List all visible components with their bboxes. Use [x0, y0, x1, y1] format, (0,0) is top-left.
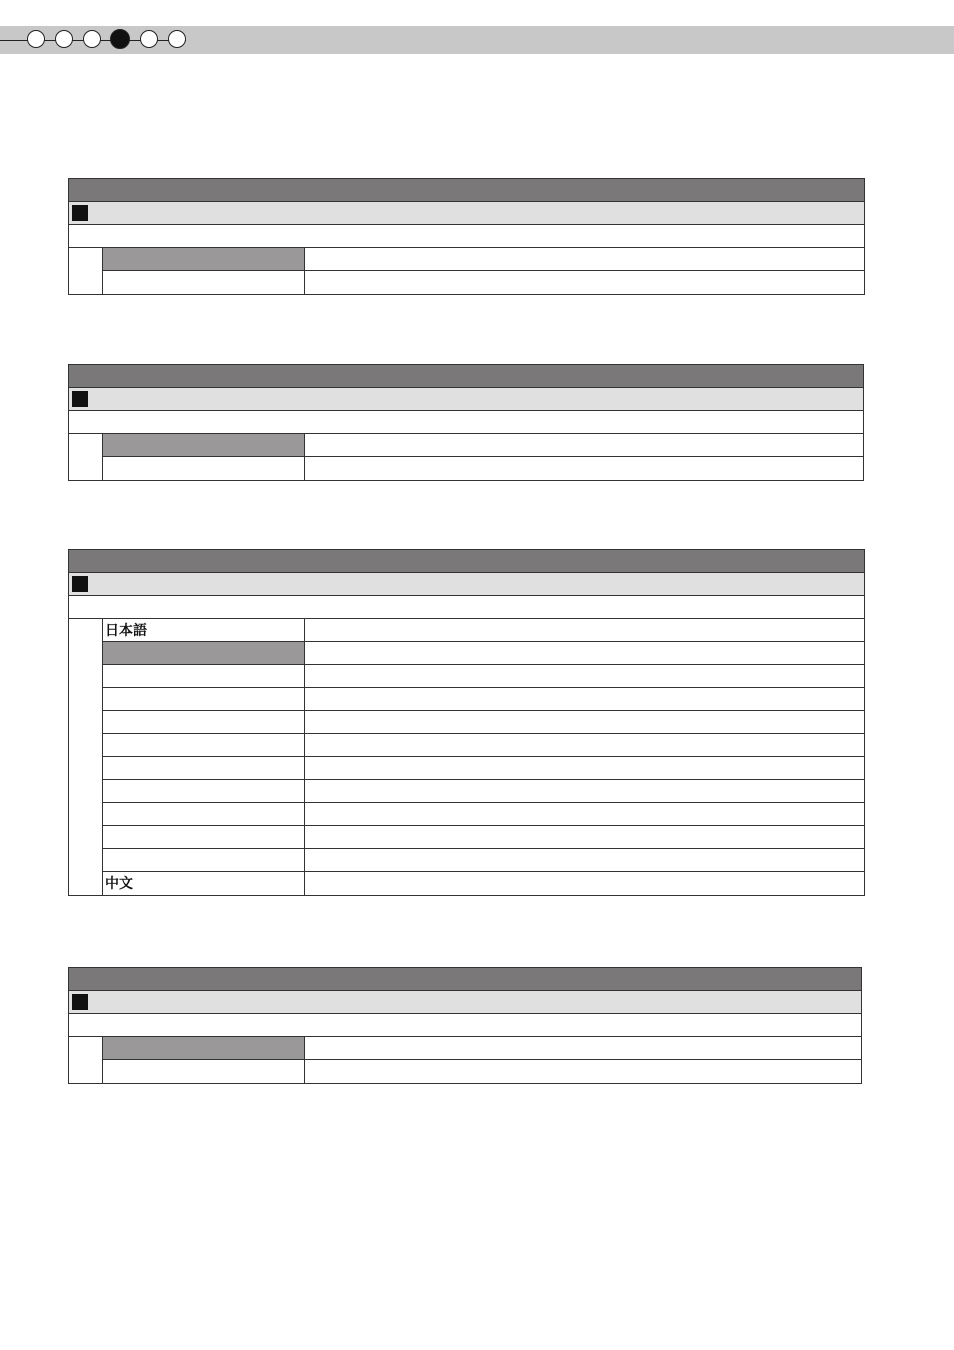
- square-bullet-icon: [72, 576, 88, 592]
- table-description: [69, 225, 864, 248]
- option-description: [305, 711, 864, 733]
- step-6-icon: [168, 30, 186, 48]
- table-gutter: [69, 619, 103, 895]
- option-description: [305, 619, 864, 641]
- option-name: [103, 803, 305, 825]
- table-header: [69, 365, 863, 388]
- table-subheader: [69, 573, 864, 596]
- option-row[interactable]: [103, 688, 864, 711]
- option-description: [305, 803, 864, 825]
- option-description: [305, 849, 864, 871]
- option-name: [103, 457, 305, 480]
- option-description: [305, 780, 864, 802]
- table-gutter: [69, 1037, 103, 1083]
- step-5-icon: [140, 30, 158, 48]
- option-row[interactable]: [103, 619, 864, 642]
- option-name: [103, 757, 305, 779]
- square-bullet-icon: [72, 391, 88, 407]
- setting-table-4: [68, 967, 862, 1084]
- option-row[interactable]: [103, 271, 864, 294]
- option-description: [305, 1037, 861, 1059]
- table-gutter: [69, 248, 103, 294]
- option-row[interactable]: [103, 711, 864, 734]
- option-description: [305, 457, 863, 480]
- option-row[interactable]: [103, 457, 863, 480]
- table-subheader: [69, 202, 864, 225]
- table-header: [69, 550, 864, 573]
- setting-table-1: [68, 178, 865, 295]
- option-row[interactable]: [103, 642, 864, 665]
- option-description: [305, 872, 864, 895]
- option-name: [103, 665, 305, 687]
- option-description: [305, 826, 864, 848]
- table-gutter: [69, 434, 103, 480]
- table-header: [69, 968, 861, 991]
- option-name: 日本語: [103, 619, 305, 641]
- option-name: [103, 248, 305, 270]
- option-description: [305, 642, 864, 664]
- option-row[interactable]: [103, 803, 864, 826]
- option-name: [103, 780, 305, 802]
- option-name: [103, 1037, 305, 1059]
- option-name: [103, 642, 305, 664]
- setting-table-language: [68, 549, 865, 896]
- option-description: [305, 665, 864, 687]
- option-row[interactable]: [103, 1060, 861, 1083]
- option-description: [305, 1060, 861, 1083]
- option-row[interactable]: [103, 780, 864, 803]
- option-row[interactable]: [103, 872, 864, 895]
- option-description: [305, 688, 864, 710]
- option-name: [103, 434, 305, 456]
- step-4-icon: [110, 29, 130, 49]
- option-row[interactable]: [103, 734, 864, 757]
- option-description: [305, 271, 864, 294]
- option-row[interactable]: [103, 849, 864, 872]
- option-row[interactable]: [103, 665, 864, 688]
- option-row[interactable]: [103, 434, 863, 457]
- option-description: [305, 248, 864, 270]
- step-2-icon: [55, 30, 73, 48]
- option-name: [103, 849, 305, 871]
- option-name: [103, 1060, 305, 1083]
- option-description: [305, 734, 864, 756]
- table-description: [69, 596, 864, 619]
- table-description: [69, 411, 863, 434]
- option-row[interactable]: [103, 1037, 861, 1060]
- step-3-icon: [83, 30, 101, 48]
- option-name: 中文: [103, 872, 305, 895]
- table-subheader: [69, 388, 863, 411]
- option-name: [103, 711, 305, 733]
- option-name: [103, 271, 305, 294]
- table-header: [69, 179, 864, 202]
- step-1-icon: [27, 30, 45, 48]
- table-subheader: [69, 991, 861, 1014]
- option-description: [305, 757, 864, 779]
- option-row[interactable]: [103, 757, 864, 780]
- option-row[interactable]: [103, 826, 864, 849]
- square-bullet-icon: [72, 994, 88, 1010]
- option-name: [103, 734, 305, 756]
- option-name: [103, 826, 305, 848]
- setting-table-2: [68, 364, 864, 481]
- option-row[interactable]: [103, 248, 864, 271]
- option-description: [305, 434, 863, 456]
- option-name: [103, 688, 305, 710]
- square-bullet-icon: [72, 205, 88, 221]
- table-description: [69, 1014, 861, 1037]
